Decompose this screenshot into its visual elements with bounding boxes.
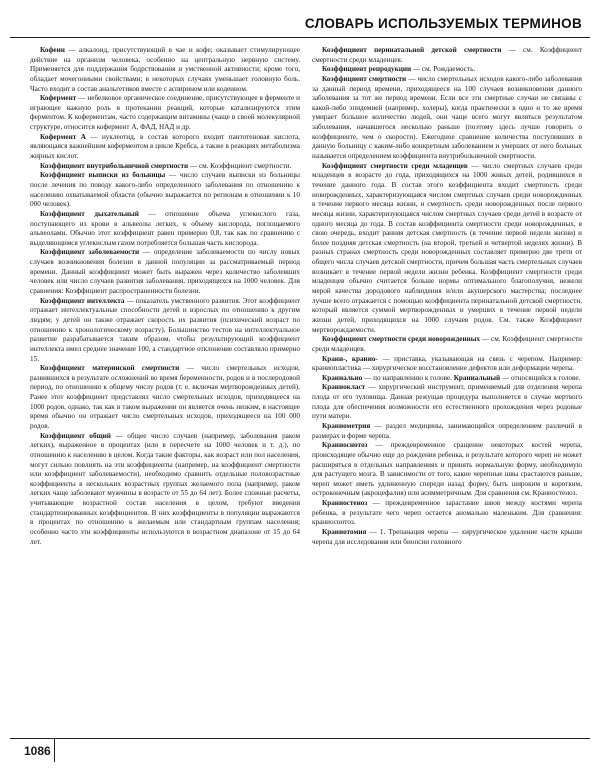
dictionary-entry — [30, 248, 300, 296]
entry-definition: — число случаев выписки из больницы после лечения по поводу какого-либо определенного заболевания по отношению к населению охватываемой области (обычно выражается по регионам в отношении к 10 000 человек). — [30, 171, 300, 209]
dictionary-entry — [312, 499, 582, 528]
entry-definition: — приставка, указывающая на связь с черепом. Например: краниопластика — хирургическое восстановление дефектов или деформации черепа. — [312, 354, 582, 373]
entry-term: Коэффициент общий — [40, 431, 111, 440]
entry-term: Коэффициент внутрибольничной смертности — [40, 161, 189, 170]
entry-definition: — см. Рождаемость. — [411, 65, 476, 74]
header-rule — [10, 37, 590, 38]
left-column — [30, 46, 300, 726]
dictionary-entry — [30, 162, 300, 172]
dictionary-entry — [312, 46, 582, 65]
entry-definition: — см. Коэффициент смертности среди младенцев. — [312, 335, 582, 353]
entry-term: Коэффициент смертности среди младенцев — [322, 161, 468, 170]
entry-term: Краниоснотоз — [322, 441, 368, 450]
footer-rule — [10, 738, 590, 739]
entry-term: Кофермент А — [40, 132, 86, 141]
dictionary-entry — [312, 335, 582, 354]
entry-definition: — преждевременное зарастание швов между костями черепа ребенка, в результате чего череп остается аномально маленьким. Для сравнения: краниоснотоз. — [312, 499, 582, 527]
entry-definition: — по направлению к голове. — [362, 373, 454, 382]
entry-term: Коэффициент смертности среди новорожденных — [322, 335, 480, 344]
dictionary-entry — [312, 383, 582, 422]
right-column — [312, 46, 582, 726]
dictionary-entry — [30, 297, 300, 364]
entry-term: Коэффициент смертности — [322, 74, 407, 83]
entry-term: Коэффициент интеллекта — [40, 296, 125, 305]
entry-definition: — число смертельных исходов, развившихся в результате осложнений во время беременности, родов и в послеродовой период, по отношению к общему числу родов (т. е. включая мертворожденных детей). Ранее этот коэффициент представлял число смертельных исходов, приходящееся на 1000 родов, однако, так как в таком выражении он является очень низким, в настоящее время обычно он отражает число смертельных исходов, приходящееся на 100 000 родов. — [30, 364, 300, 430]
entry-definition: — раздел медицины, занимающийся определением различий в размерах и форме черепа. — [312, 421, 582, 440]
dictionary-entry — [312, 355, 582, 374]
page-header — [0, 0, 600, 40]
entry-term: Краниокласт — [322, 383, 366, 392]
dictionary-entry — [312, 441, 582, 499]
entry-definition: — см. Коэффициент смертности. — [188, 161, 292, 170]
page-footer — [10, 738, 590, 770]
entry-term: Коэффициент дыхательный — [40, 209, 139, 218]
entry-term: Кофермент — [40, 94, 77, 103]
entry-definition: — алкалоид, присутствующий в чае и кофе; оказывает стимулирующее действие на организм человека, особенно на центральную нервную систему. Применяется для поддержания бодрствования и умственной активности; кроме того, обладает мочегонными свойствами; в некоторых случаях уменьшает головную боль. Часто входит в состав анальгетиков вместе с аспирином или кодеином. — [30, 46, 300, 93]
entry-term: Краниостеноз — [322, 499, 368, 508]
entry-definition: — хирургический инструмент, применяемый для отделения черепа плода от его туловища. Данная режущая процедура выполняется в случае мертвого плода для обеспечения возможности его естественного прохождения через родовые пути матери. — [312, 383, 582, 421]
entry-definition: — 1. Трепанация черепа — хирургическое удаление части крыши черепа для исследования или биопсии головного — [312, 528, 582, 546]
entry-term: Краниотомия — [322, 528, 367, 537]
dictionary-entry — [312, 65, 582, 75]
entry-term: Краниальный — [453, 373, 501, 382]
entry-term: Коэффициент материнской смертности — [40, 364, 180, 373]
entry-term: Коэффициент перинатальной детской смертности — [322, 46, 502, 54]
dictionary-entry — [30, 210, 300, 249]
running-title: СЛОВАРЬ ИСПОЛЬЗУЕМЫХ ТЕРМИНОВ — [304, 16, 582, 31]
page-number: 1086 — [24, 744, 51, 758]
entry-term: Коэффициент репродукции — [322, 65, 412, 74]
entry-definition: — число смертных случаев среди младенцев в возрасте до года, приходящихся на 1000 живых детей, родившихся в течение данного года. В состав этого коэффициента входит смертность среди новорожденных, характеризующаяся числом смертных случаев среди новорожденных в течение первого месяца жизни, и смертность среди новорожденных после первого месяца жизни, характеризующаяся числом смертных случаев среди детей в возрасте от одного месяца до года. В состав коэффициента смертности среди новорожденных, в свою очередь, входит ранняя детская смертность (в течение первой недели жизни) и более поздняя детская смертность (на второй, третьей и четвертой неделях жизни). В разных странах смертность среди новорожденных составляет примерно две трети от общего числа случаев детской смертности, причем большая часть смертельных случаев возникает в течение первой недели жизни ребенка. Коэффициент смертности среди младенцев обычно считается больше нормы оптимального благополучия, нежели мерой качества дородового наблюдения и/или акушерского мастерства; последнее лучше всего отражается с помощью коэффициента перинатальной детской смертности, который является суммой мертворожденных и умерших в течение первой недели жизни детей, приходящихся на 1000 случаев родов. См. также Коэффициент мертворождаемости. — [312, 161, 582, 334]
dictionary-entry — [312, 374, 582, 384]
entry-term: Коэффициент выписки из больницы — [40, 171, 166, 180]
dictionary-entry — [312, 162, 582, 336]
entry-definition: — преждевременное сращение некоторых костей черепа, происходящее обычно еще до рождения ребенка, в результате которого череп не может расширяться в отдельных направлениях и принять нормальную форму, необходимую для растущего мозга. В зависимости от того, какие черепные швы срастаются раньше, череп может иметь удлиненную спереди назад форму, быть широким и коротким, остроконечным (акроцефалия) или асимметричным. Для сравнения см. Краниостеноз. — [312, 441, 582, 498]
entry-definition: — небелковое органическое соединение, присутствующее в ферменте и играющее важную роль в протекании реакций, которые катализируются этим ферментом. К коферментам, часто содержащим витамины (чаще в своей молекулярной структуре, относится кофермент А, ФАД, НАД и др. — [30, 94, 300, 132]
dictionary-entry — [30, 94, 300, 133]
dictionary-entry — [30, 171, 300, 210]
dictionary-entry — [312, 422, 582, 441]
entry-term: Крани-, кранио- — [322, 354, 378, 363]
entry-definition: — число смертельных исходов какого-либо заболевания за данный период времени, приходящееся на 100 случаев возникновения данного заболевания за тот же период времени. Если все эти смертные случаи не связаны с какой-либо эпидемией (например, холеры), когда практически в одно и то же время умирает большое количество людей, они чаще всего могут являться результатом заболевания, начавшегося несколько раньше (поэтому здесь лучше говорить о коэффициенте, чем о скорости). Ежегодное сравнение количества поступивших в данную больницу с каким-либо конкретным заболеванием и умерших от него больных называется определением коэффициента внутрибольничной смертности. — [312, 74, 582, 161]
dictionary-entry — [30, 133, 300, 162]
dictionary-entry — [30, 432, 300, 548]
dictionary-entry — [312, 75, 582, 162]
text-columns — [30, 46, 582, 726]
entry-term: Краниально — [322, 373, 363, 382]
entry-term: Коэффициент заболеваемости — [40, 248, 140, 257]
entry-definition: — определение заболеваемости по числу новых случаев возникновения болезни в данной популяции за рассматриваемый период времени. Данный коэффициент может быть выражен через количество заболевших человек или число случаев развития заболевания, приходящихся на 1000 человек. Для сравнения: Коэффициент распространенности болезни. — [30, 248, 300, 296]
dictionary-entry — [312, 528, 582, 547]
dictionary-entry — [30, 46, 300, 94]
entry-term: Краниометрия — [322, 421, 371, 430]
entry-term: Кофеин — [40, 46, 65, 54]
entry-definition: — показатель умственного развития. Этот коэффициент отражает интеллектуальные способности детей и взрослых по отношению к другим людям; у детей он также отражает скорость их развития (психический возраст по отношению к хронологическому возрасту). Большинство тестов на интеллектуальное развитие разрабатывается таким образом, чтобы результирующий коэффициент интеллекта имел среднее значение 100, а стандартное отклонение составляло примерно 15. — [30, 296, 300, 363]
entry-definition: — нуклеотид, в состав которого входит пантотеновая кислота, являющаяся важнейшим коферментом в цикле Кребса, а также в реакциях метаболизма жирных кислот. — [30, 132, 300, 161]
entry-definition: — относящийся к голове. — [500, 373, 581, 382]
entry-definition: — общее число случаев (например, заболевания раком легких), выраженное в процентах (или в пересчете на 1000 человек и т. д.), по отношению к населению в целом. Когда такие факторы, как возраст или пол населения, могут сильно повлиять на эти коэффициенты (например, на коэффициент смертности или коэффициент заболеваемости), необходимо сравнить отдельные половозрастные коэффициенты в нескольких возрастных группах желаемого пола (например, раком легких чаще заболевают мужчины в возрасте от 55 до 64 лет). Более сложные расчеты, учитывающие возрастной состав населения в целом, требуют введения стандартизированных коэффициентов. В них коэффициенты в популяции выражаются в процентах по отношению к желаемым или стандартным группам населения; особенно часто эти коэффициенты используются в возрастном диапазоне от 15 до 64 лет. — [30, 431, 300, 546]
dictionary-entry — [30, 364, 300, 431]
entry-definition: — отношение объема углекислого газа, поступающего из крови в альвеолы легких, к объему кислорода, поглощаемого альвеолами. Обычно этот коэффициент равен примерно 0,8, так как по сравнению с выделяющимся углекислым газом потребляется большая часть кислорода. — [30, 209, 300, 247]
entry-definition: — см. Коэффициент смертности среди младенцев. — [312, 46, 582, 64]
